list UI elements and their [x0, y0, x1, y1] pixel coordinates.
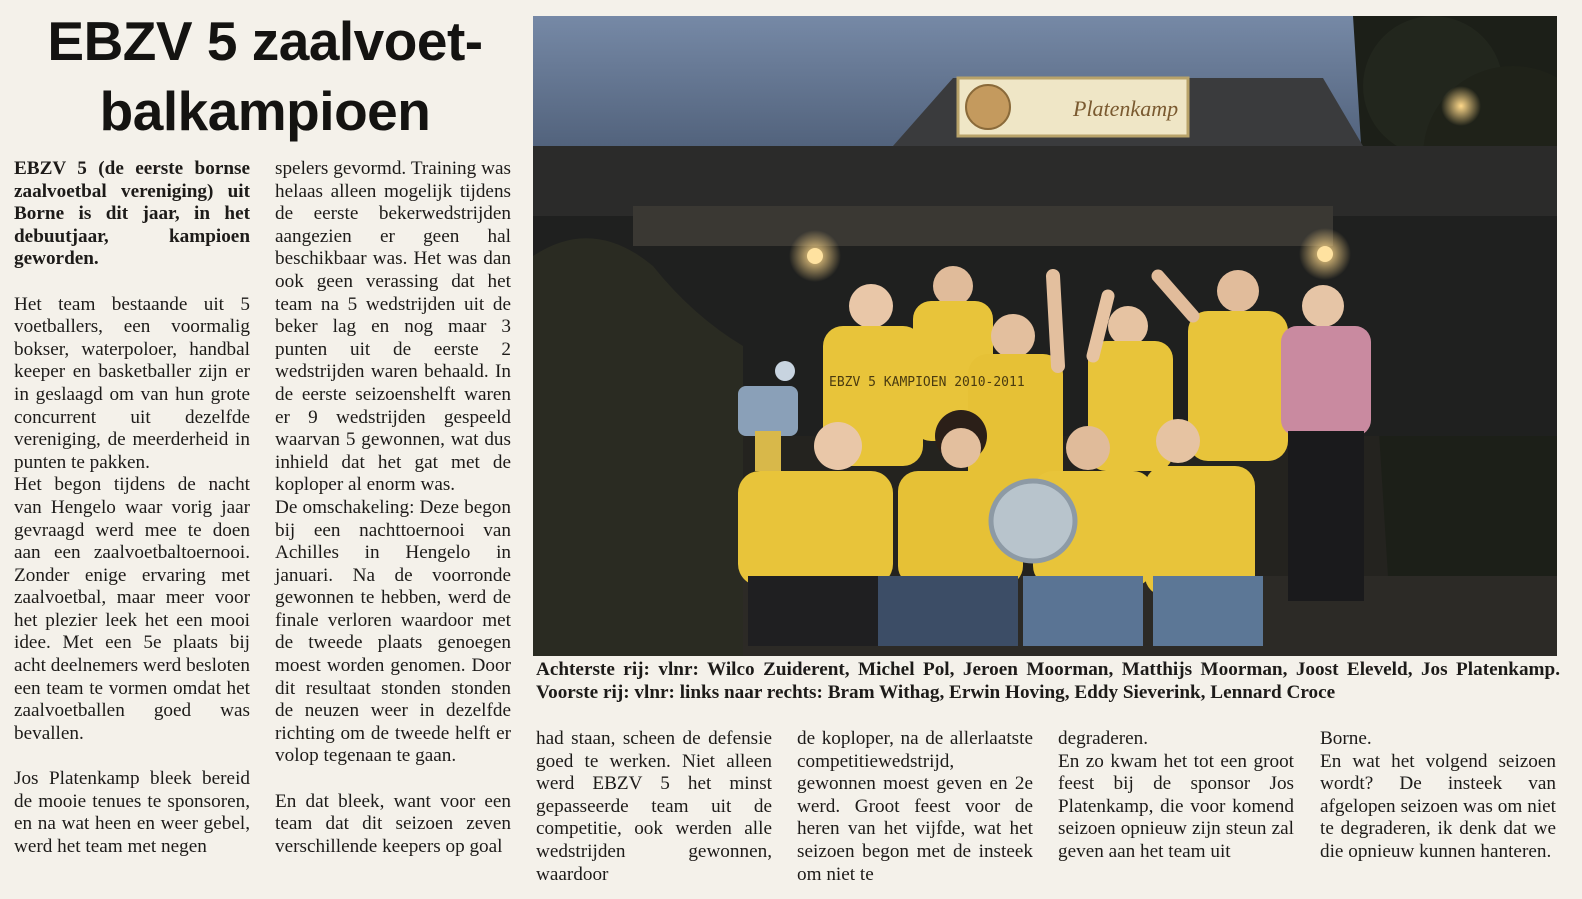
- plate-trophy: [991, 481, 1075, 561]
- lamp-left-bulb: [807, 248, 823, 264]
- building-facade: [533, 146, 1557, 216]
- lamp-right-bulb: [1317, 246, 1333, 262]
- article-column-2: [275, 158, 511, 858]
- sign-text: Platenkamp: [1073, 96, 1179, 121]
- article-paragraph: Het begon tijdens de nacht van Hengelo waar vorig jaar gevraagd werd mee te doen aan een zaalvoetbaltoernooi. Zonder enige ervaring met zaalvoetbal, maar meer voor het plezier leek het een mooi idee. Met een 5e plaats bij acht deelnemers werd besloten een team te vormen omdat het zaalvoetballen goed was bevallen.: [14, 474, 251, 744]
- sign-logo: [966, 85, 1010, 129]
- article-paragraph: had staan, scheen de defensie goed te werken. Niet alleen werd EBZV 5 het minst gepasseerde team uit de competitie, ook werden alle wedstrijden gewonnen, waardoor: [536, 728, 772, 885]
- headline-line-1: EBZV 5 zaalvoet-: [47, 10, 483, 72]
- article-paragraph: Borne.: [1320, 728, 1372, 749]
- article-paragraph: Het team bestaande uit 5 voetballers, een voormalig bokser, waterpoloer, handbal keeper en basketballer zijn er in geslaagd om van hun grote concurrent uit dezelfde vereniging, de meerderheid in punten te pakken.: [14, 293, 250, 473]
- article-column-4: [797, 728, 1033, 886]
- article-paragraph: Jos Platenkamp bleek bereid de mooie tenues te sponsoren, en na wat heen en weer gebel, werd het team met negen: [14, 768, 250, 857]
- article-paragraph: En wat het volgend seizoen wordt? De insteek van afgelopen seizoen was om niet te degraderen, ik denk dat we die opnieuw kunnen hanteren.: [1320, 750, 1556, 862]
- shirt-text: EBZV 5 KAMPIOEN 2010-2011: [829, 375, 1025, 390]
- article-paragraph: de koploper, na de allerlaatste competitiewedstrijd, gewonnen moest geven en 2e werd. Groot feest voor de heren van het vijfde, wat het seizoen begon met de insteek om niet te: [797, 728, 1033, 885]
- article-column-1: [14, 158, 250, 858]
- headline-line-2: balkampioen: [99, 80, 431, 142]
- photo-caption: Achterste rij: vlnr: Wilco Zuiderent, Michel Pol, Jeroen Moorman, Matthijs Moorman, Joost Eleveld, Jos Platenkamp. Voorste rij: vlnr: links naar rechts: Bram Withag, Erwin Hoving, Eddy Sieverink, Lennard Croce: [536, 659, 1560, 703]
- article-paragraph: degraderen.: [1058, 728, 1149, 749]
- article-paragraph: spelers gevormd. Training was helaas alleen mogelijk tijdens de eerste bekerwedstrijden aangezien er geen hal beschikbaar was. Het was dan ook geen verassing dat het team na 5 wedstrijden uit de beker lag en nog maar 3 punten uit de eerste 2 wedstrijden waren behaald. In de eerste seizoenshelft waren er 9 wedstrijden gespeeld waarvan 5 gewonnen, wat dus inhield dat het gat met de koploper al enorm was.: [275, 158, 511, 496]
- windows: [633, 206, 1333, 246]
- team-photo: [533, 16, 1557, 656]
- article-lead: EBZV 5 (de eerste bornse zaalvoetbal vereniging) uit Borne is dit jaar, in het debuutjaar, kampioen geworden.: [14, 158, 250, 270]
- article-paragraph: En dat bleek, want voor een team dat dit seizoen zeven verschillende keepers op goal: [275, 790, 511, 857]
- article-paragraph: En zo kwam het tot een groot feest bij de sponsor Jos Platenkamp, die voor komend seizoen opnieuw zijn steun zal geven aan het team uit: [1058, 750, 1294, 862]
- article-column-6: [1320, 728, 1556, 864]
- lamp-tree: [1441, 86, 1481, 126]
- article-paragraph: De omschakeling: Deze begon bij een nachttoernooi van Achilles in Hengelo in januari. Na de voorronde gewonnen te hebben, werd de finale verloren waardoor met de tweede plaats genoegen moest worden genomen. Door dit resultaat stonden stonden de neuzen weer in dezelfde richting om de tweede helft er volop tegenaan te gaan.: [275, 496, 511, 767]
- team-photo-illustration: [533, 16, 1557, 656]
- article-column-5: [1058, 728, 1294, 864]
- article-column-3: [536, 728, 772, 886]
